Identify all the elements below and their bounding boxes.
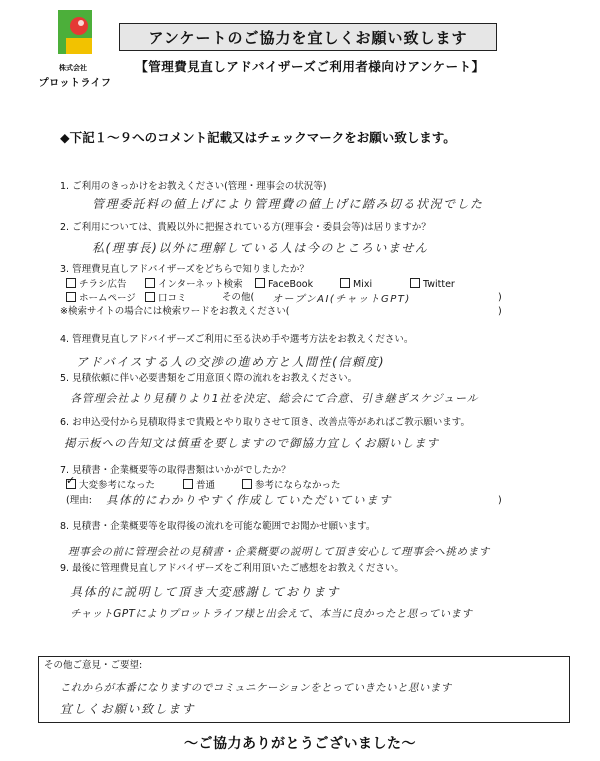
company-name: プロットライフ xyxy=(38,78,112,89)
checkbox[interactable] xyxy=(242,479,252,489)
comments-line2: 宜しくお願い致します xyxy=(60,702,196,716)
question-8: 8. 見積書・企業概要等を取得後の流れを可能な範囲でお聞かせ願います。 xyxy=(60,521,376,532)
answer-9-line1: 具体的に説明して頂き大変感謝しております xyxy=(70,585,341,599)
option-other-label: その他( xyxy=(222,292,255,303)
checkbox[interactable] xyxy=(410,278,420,288)
answer-6: 掲示板への告知文は慎重を要しますので御協力宜しくお願いします xyxy=(64,436,439,450)
answer-5: 各管理会社より見積りより1社を決定、総会にて合意、引き継ぎスケジュール xyxy=(70,392,479,405)
option-word-of-mouth[interactable]: 口コミ xyxy=(145,292,187,305)
checkbox-checked[interactable] xyxy=(66,479,76,489)
checkbox[interactable] xyxy=(340,278,350,288)
answer-7-reason: 具体的にわかりやすく作成していただいています xyxy=(106,493,392,507)
option-mixi[interactable]: Mixi xyxy=(340,278,372,291)
question-4: 4. 管理費見直しアドバイザーズご利用に至る決め手や選考方法をお教えください。 xyxy=(60,334,414,345)
checkbox[interactable] xyxy=(66,278,76,288)
option-flyer[interactable]: チラシ広告 xyxy=(66,278,127,291)
search-word-note: ※検索サイトの場合には検索ワードをお教えください( xyxy=(60,306,290,317)
question-7: 7. 見積書・企業概要等の取得書類はいかがでしたか？ xyxy=(60,465,291,476)
option-facebook[interactable]: FaceBook xyxy=(255,278,313,291)
footer-thanks: ～ご協力ありがとうございました～ xyxy=(184,736,416,752)
reason-close-paren: ) xyxy=(498,495,502,506)
instruction-text: ◆下記１～９へのコメント記載又はチェックマークをお願い致します。 xyxy=(60,130,456,145)
answer-9-line2: チャットGPTによりプロットライフ様と出会えて、本当に良かったと思っています xyxy=(70,608,473,620)
question-1: 1. ご利用のきっかけをお教えください(管理・理事会の状況等) xyxy=(60,181,327,192)
logo-icon xyxy=(58,10,92,54)
survey-subtitle: 【管理費見直しアドバイザーズご利用者様向けアンケート】 xyxy=(135,59,485,74)
option-very-helpful[interactable]: ✓大変参考になった xyxy=(66,479,155,492)
checkbox[interactable] xyxy=(145,278,155,288)
header-banner: アンケートのご協力を宜しくお願い致します xyxy=(119,23,497,51)
company-logo xyxy=(58,10,92,54)
company-type: 株式会社 xyxy=(59,64,87,72)
checkbox[interactable] xyxy=(255,278,265,288)
checkbox[interactable] xyxy=(183,479,193,489)
question-6: 6. お申込受付から見積取得まで貴殿とやり取りさせて頂き、改善点等があればご教示願います。 xyxy=(60,417,470,428)
comments-line1: これからが本番になりますのでコミュニケーションをとっていきたいと思います xyxy=(60,682,452,694)
answer-1: 管理委託料の値上げにより管理費の値上げに踏み切る状況でした xyxy=(92,197,484,211)
option-internet-search[interactable]: インターネット検索 xyxy=(145,278,243,291)
checkbox[interactable] xyxy=(66,292,76,302)
question-2: 2. ご利用については、貴殿以外に把握されている方(理事会・委員会等)は居りますか？ xyxy=(60,222,431,233)
question-9: 9. 最後に管理費見直しアドバイザーズをご利用頂いたご感想をお教えください。 xyxy=(60,563,404,574)
search-close-paren: ) xyxy=(498,306,502,317)
answer-4: アドバイスする人の交渉の進め方と人間性(信頼度) xyxy=(76,355,386,369)
option-average[interactable]: 普通 xyxy=(183,479,215,492)
comments-label: その他ご意見・ご要望: xyxy=(44,660,143,671)
reason-label: (理由: xyxy=(66,495,92,506)
question-3: 3. 管理費見直しアドバイザーズをどちらで知りましたか？ xyxy=(60,264,309,275)
other-close-paren: ) xyxy=(498,292,502,303)
answer-2: 私(理事長)以外に理解している人は今のところいません xyxy=(92,241,429,255)
option-twitter[interactable]: Twitter xyxy=(410,278,455,291)
answer-8: 理事会の前に管理会社の見積書・企業概要の説明して頂き安心して理事会へ挑めます xyxy=(68,546,490,558)
option-homepage[interactable]: ホームページ xyxy=(66,292,136,305)
option-other-answer: オープンAI(チャットGPT) xyxy=(272,294,411,305)
checkbox[interactable] xyxy=(145,292,155,302)
option-not-helpful[interactable]: 参考にならなかった xyxy=(242,479,341,492)
question-5: 5. 見積依頼に伴い必要書類をご用意頂く際の流れをお教えください。 xyxy=(60,373,358,384)
